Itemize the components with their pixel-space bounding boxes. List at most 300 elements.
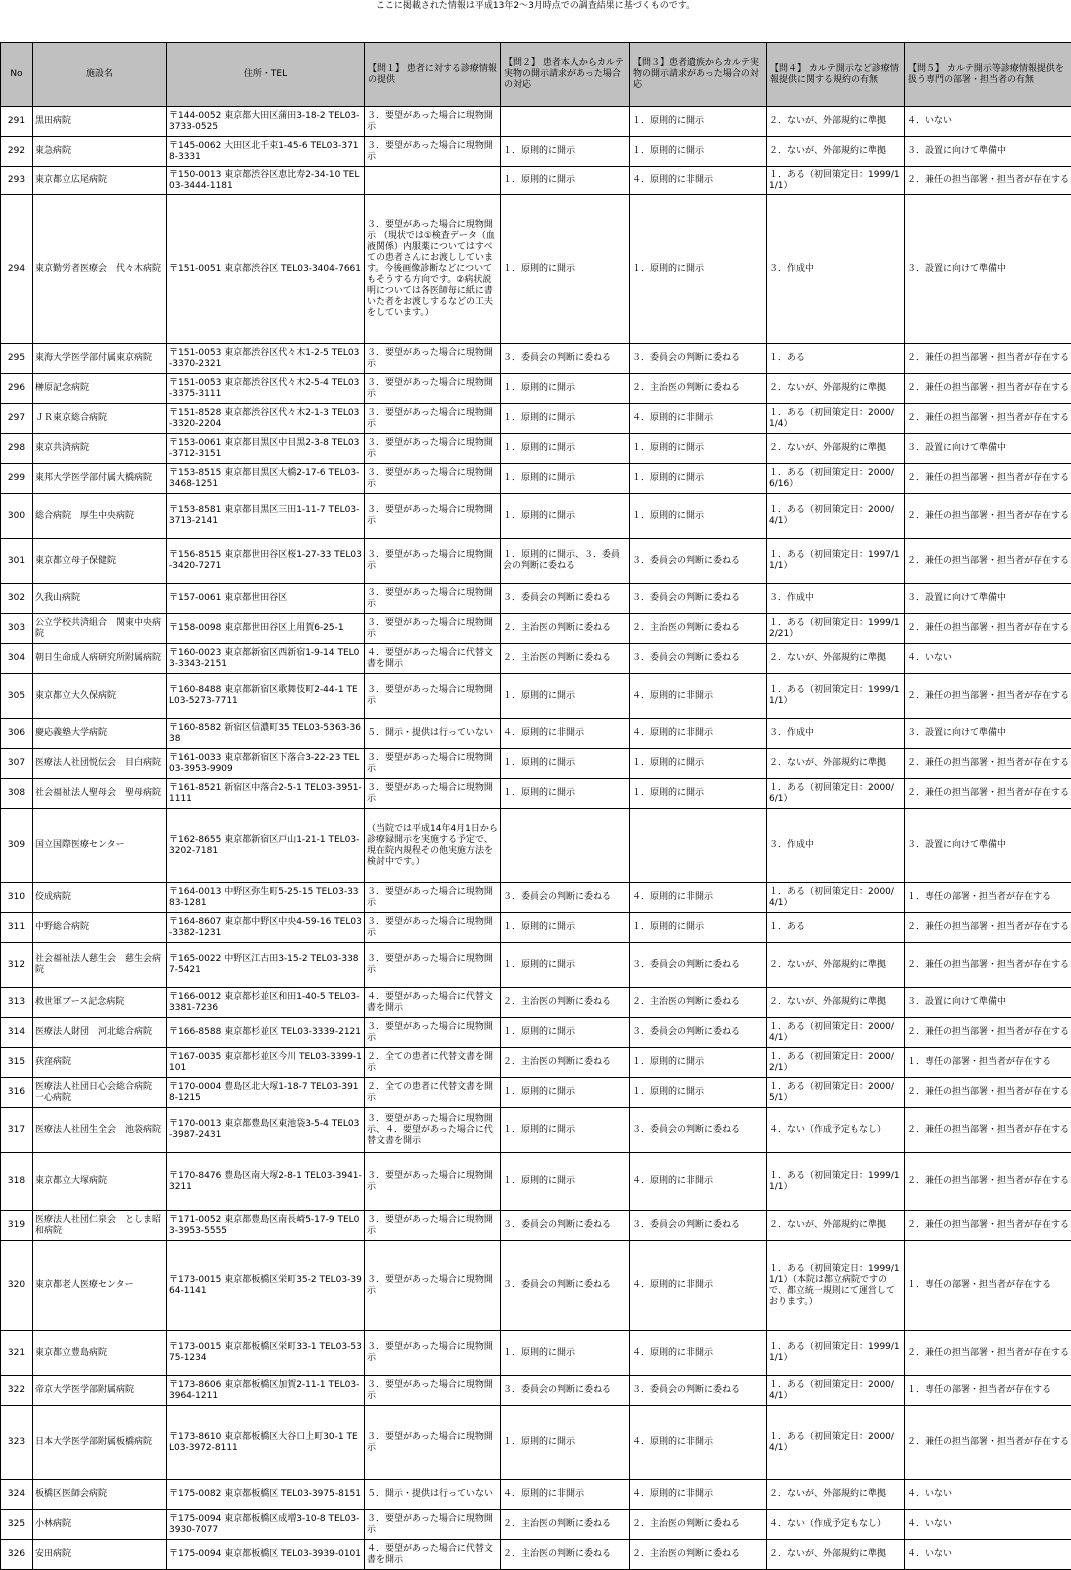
cell-q5: ２．兼任の担当部署・担当者が存在する: [905, 1153, 1071, 1211]
cell-q3: １．原則的に開示: [630, 779, 767, 809]
table-row: [1, 644, 1071, 674]
cell-q4: ２．ないが、外部規約に準拠: [767, 943, 905, 988]
col-header-q4: 【問４】 カルテ開示など診療情報提供に関する規約の有無: [767, 43, 905, 107]
cell-address-tel: 〒167-0035 東京都杉並区今川 TEL03-3399-1101: [167, 1048, 365, 1078]
cell-q1: ３．要望があった場合に現物開示: [365, 107, 501, 137]
table-row: [1, 674, 1071, 719]
cell-q2: １．原則的に開示: [501, 1018, 630, 1048]
cell-q3: １．原則的に開示: [630, 1078, 767, 1108]
cell-q4: ２．ないが、外部規約に準拠: [767, 1540, 905, 1570]
cell-q5: ２．兼任の担当部署・担当者が存在する: [905, 404, 1071, 434]
cell-no: 291: [1, 107, 33, 137]
cell-q3: ４．原則的に非開示: [630, 1480, 767, 1510]
cell-q4: ４．ない（作成予定もなし）: [767, 1510, 905, 1540]
cell-facility-name: 小林病院: [33, 1510, 167, 1540]
cell-address-tel: 〒161-0033 東京都新宿区下落合3-22-23 TEL03-3953-9909: [167, 749, 365, 779]
table-row: [1, 1406, 1071, 1480]
cell-facility-name: 佼成病院: [33, 883, 167, 913]
cell-no: 306: [1, 719, 33, 749]
table-row: [1, 719, 1071, 749]
cell-q1: ３．要望があった場合に現物開示: [365, 779, 501, 809]
cell-facility-name: 慶応義塾大学病院: [33, 719, 167, 749]
cell-q5: ３．設置に向けて準備中: [905, 584, 1071, 614]
cell-q1: ３．要望があった場合に現物開示: [365, 1211, 501, 1241]
cell-facility-name: 東京都立大久保病院: [33, 674, 167, 719]
cell-q1: （当院では平成14年4月1日から診療録開示を実施する予定で、現在院内規程その他実施方法を検討中です。）: [365, 809, 501, 883]
cell-address-tel: 〒161-8521 新宿区中落合2-5-1 TEL03-3951-1111: [167, 779, 365, 809]
cell-q5: ４．いない: [905, 644, 1071, 674]
col-header-q2: 【問２】 患者本人からカルテ実物の開示請求があった場合の対応: [501, 43, 630, 107]
cell-q5: ４．いない: [905, 1510, 1071, 1540]
cell-q4: ３．作成中: [767, 719, 905, 749]
cell-q4: １．ある（初回策定日：2000/6/16）: [767, 464, 905, 494]
cell-q1: ３．要望があった場合に現物開示: [365, 404, 501, 434]
cell-q5: １．専任の部署・担当者が存在する: [905, 1241, 1071, 1331]
cell-address-tel: 〒165-0022 中野区江古田3-15-2 TEL03-3387-5421: [167, 943, 365, 988]
table-row: [1, 1376, 1071, 1406]
cell-no: 304: [1, 644, 33, 674]
cell-no: 310: [1, 883, 33, 913]
cell-q1: ３．要望があった場合に現物開示: [365, 374, 501, 404]
cell-q2: ３．委員会の判断に委ねる: [501, 344, 630, 374]
cell-q5: ３．設置に向けて準備中: [905, 988, 1071, 1018]
header-row: [1, 43, 1071, 107]
cell-q4: ４．ない（作成予定もなし）: [767, 1108, 905, 1153]
cell-q1: ３．要望があった場合に現物開示 （現状では①検査データ（血液関係）内服薬についてはすべての患者さんにお渡ししています。今後画像診断などについてもそうする方向です。②病状説明については各医師毎に紙に書いた者をお渡しするなどの工夫をしています。）: [365, 195, 501, 344]
cell-q3: １．原則的に開示: [630, 913, 767, 943]
cell-q4: ２．ないが、外部規約に準拠: [767, 434, 905, 464]
table-row: [1, 883, 1071, 913]
cell-no: 302: [1, 584, 33, 614]
cell-q3: ３．委員会の判断に委ねる: [630, 1211, 767, 1241]
cell-no: 319: [1, 1211, 33, 1241]
cell-facility-name: 東京都立豊島病院: [33, 1331, 167, 1376]
cell-q3: ２．主治医の判断に委ねる: [630, 614, 767, 644]
table-row: [1, 1480, 1071, 1510]
cell-q4: １．ある（初回策定日：1999/12/21）: [767, 614, 905, 644]
cell-q4: １．ある（初回策定日：2000/4/1）: [767, 1018, 905, 1048]
cell-q2: １．原則的に開示: [501, 779, 630, 809]
cell-q3: ３．委員会の判断に委ねる: [630, 344, 767, 374]
cell-q1: ３．要望があった場合に現物開示: [365, 434, 501, 464]
cell-q4: ２．ないが、外部規約に準拠: [767, 137, 905, 167]
cell-q4: １．ある（初回策定日：1999/11/1）: [767, 1331, 905, 1376]
cell-q1: ３．要望があった場合に現物開示、４．要望があった場合に代替文書を開示: [365, 1108, 501, 1153]
col-header-q3: 【問３】患者遺族からカルテ実物の開示請求があった場合の対応: [630, 43, 767, 107]
cell-q2: ３．委員会の判断に委ねる: [501, 1211, 630, 1241]
cell-address-tel: 〒153-8515 東京都目黒区大橋2-17-6 TEL03-3468-1251: [167, 464, 365, 494]
cell-q2: [501, 107, 630, 137]
cell-q1: ４．要望があった場合に代替文書を開示: [365, 988, 501, 1018]
cell-q4: １．ある（初回策定日：2000/4/1）: [767, 1376, 905, 1406]
cell-q1: ３．要望があった場合に現物開示: [365, 584, 501, 614]
cell-q4: ３．作成中: [767, 809, 905, 883]
cell-no: 320: [1, 1241, 33, 1331]
table-row: [1, 1018, 1071, 1048]
cell-address-tel: 〒151-0051 東京都渋谷区 TEL03-3404-7661: [167, 195, 365, 344]
cell-q2: １．原則的に開示: [501, 1108, 630, 1153]
table-row: [1, 584, 1071, 614]
cell-q3: １．原則的に開示: [630, 1048, 767, 1078]
cell-address-tel: 〒175-0082 東京都板橋区 TEL03-3975-8151: [167, 1480, 365, 1510]
cell-q1: ３．要望があった場合に現物開示: [365, 1241, 501, 1331]
cell-facility-name: 東京都老人医療センター: [33, 1241, 167, 1331]
table-row: [1, 1241, 1071, 1331]
cell-no: 321: [1, 1331, 33, 1376]
table-row: [1, 988, 1071, 1018]
table-row: [1, 809, 1071, 883]
cell-q1: ３．要望があった場合に現物開示: [365, 749, 501, 779]
cell-no: 324: [1, 1480, 33, 1510]
table-row: [1, 464, 1071, 494]
cell-q3: ３．委員会の判断に委ねる: [630, 584, 767, 614]
cell-address-tel: 〒157-0061 東京都世田谷区: [167, 584, 365, 614]
cell-q2: １．原則的に開示: [501, 1078, 630, 1108]
cell-q4: ２．ないが、外部規約に準拠: [767, 644, 905, 674]
cell-q3: ４．原則的に非開示: [630, 167, 767, 195]
table-row: [1, 1078, 1071, 1108]
cell-facility-name: 救世軍ブース記念病院: [33, 988, 167, 1018]
cell-address-tel: 〒175-0094 東京都板橋区 TEL03-3939-0101: [167, 1540, 365, 1570]
cell-q3: ４．原則的に非開示: [630, 883, 767, 913]
cell-q3: ３．委員会の判断に委ねる: [630, 644, 767, 674]
cell-no: 303: [1, 614, 33, 644]
cell-no: 323: [1, 1406, 33, 1480]
cell-q5: ２．兼任の担当部署・担当者が存在する: [905, 464, 1071, 494]
cell-q3: ４．原則的に非開示: [630, 1153, 767, 1211]
cell-facility-name: 総合病院 厚生中央病院: [33, 494, 167, 539]
cell-q2: ２．主治医の判断に委ねる: [501, 1540, 630, 1570]
cell-no: 296: [1, 374, 33, 404]
cell-q5: ２．兼任の担当部署・担当者が存在する: [905, 614, 1071, 644]
cell-facility-name: 東京都立広尾病院: [33, 167, 167, 195]
cell-facility-name: 東京都立大塚病院: [33, 1153, 167, 1211]
cell-q3: １．原則的に開示: [630, 137, 767, 167]
cell-no: 315: [1, 1048, 33, 1078]
cell-q4: ２．ないが、外部規約に準拠: [767, 1211, 905, 1241]
cell-no: 307: [1, 749, 33, 779]
cell-no: 326: [1, 1540, 33, 1570]
cell-q2: １．原則的に開示: [501, 494, 630, 539]
table-row: [1, 779, 1071, 809]
cell-no: 314: [1, 1018, 33, 1048]
cell-q2: ２．主治医の判断に委ねる: [501, 614, 630, 644]
cell-q4: ３．作成中: [767, 195, 905, 344]
cell-q2: ３．委員会の判断に委ねる: [501, 1241, 630, 1331]
cell-q5: ２．兼任の担当部署・担当者が存在する: [905, 749, 1071, 779]
cell-q4: １．ある（初回策定日：1999/11/1）: [767, 1153, 905, 1211]
cell-address-tel: 〒151-8528 東京都渋谷区代々木2-1-3 TEL03-3320-2204: [167, 404, 365, 434]
cell-facility-name: 東京勤労者医療会 代々木病院: [33, 195, 167, 344]
cell-address-tel: 〒151-0053 東京都渋谷区代々木1-2-5 TEL03-3370-2321: [167, 344, 365, 374]
cell-facility-name: 社会福祉法人聖母会 聖母病院: [33, 779, 167, 809]
cell-q3: ４．原則的に非開示: [630, 1241, 767, 1331]
cell-facility-name: 医療法人財団 河北総合病院: [33, 1018, 167, 1048]
cell-q1: ３．要望があった場合に現物開示: [365, 494, 501, 539]
cell-address-tel: 〒160-8582 新宿区信濃町35 TEL03-5363-3638: [167, 719, 365, 749]
cell-q5: ２．兼任の担当部署・担当者が存在する: [905, 779, 1071, 809]
cell-q1: ３．要望があった場合に現物開示: [365, 1510, 501, 1540]
cell-q3: ４．原則的に非開示: [630, 674, 767, 719]
cell-address-tel: 〒173-0015 東京都板橋区栄町35-2 TEL03-3964-1141: [167, 1241, 365, 1331]
table-row: [1, 167, 1071, 195]
cell-q4: ２．ないが、外部規約に準拠: [767, 988, 905, 1018]
cell-q2: ２．主治医の判断に委ねる: [501, 988, 630, 1018]
cell-q1: ３．要望があった場合に現物開示: [365, 1153, 501, 1211]
cell-facility-name: 朝日生命成人病研究所附属病院: [33, 644, 167, 674]
table-row: [1, 195, 1071, 344]
cell-facility-name: 榊原記念病院: [33, 374, 167, 404]
cell-q2: １．原則的に開示: [501, 404, 630, 434]
cell-q4: １．ある（初回策定日：1999/11/1）: [767, 167, 905, 195]
cell-q3: １．原則的に開示: [630, 434, 767, 464]
cell-q3: ４．原則的に非開示: [630, 1406, 767, 1480]
cell-address-tel: 〒173-8610 東京都板橋区大谷口上町30-1 TEL03-3972-8111: [167, 1406, 365, 1480]
cell-facility-name: 東邦大学医学部付属大橋病院: [33, 464, 167, 494]
survey-note: ここに掲載された情報は平成13年2～3月時点での調査結果に基づくものです。: [0, 0, 1071, 14]
cell-no: 318: [1, 1153, 33, 1211]
table-row: [1, 539, 1071, 584]
cell-q3: １．原則的に開示: [630, 107, 767, 137]
table-row: [1, 107, 1071, 137]
cell-facility-name: 東海大学医学部付属東京病院: [33, 344, 167, 374]
cell-q2: ３．委員会の判断に委ねる: [501, 883, 630, 913]
cell-q2: １．原則的に開示: [501, 749, 630, 779]
cell-q4: １．ある（初回策定日：2000/4/1）: [767, 494, 905, 539]
cell-q3: ２．主治医の判断に委ねる: [630, 988, 767, 1018]
cell-q1: ３．要望があった場合に現物開示: [365, 539, 501, 584]
cell-q4: １．ある（初回策定日：1999/11/1）: [767, 674, 905, 719]
table-row: [1, 1108, 1071, 1153]
cell-facility-name: 日本大学医学部附属板橋病院: [33, 1406, 167, 1480]
table-row: [1, 1211, 1071, 1241]
cell-q1: ５．開示・提供は行っていない: [365, 1480, 501, 1510]
cell-q2: ２．主治医の判断に委ねる: [501, 1048, 630, 1078]
cell-facility-name: 久我山病院: [33, 584, 167, 614]
cell-q2: ４．原則的に非開示: [501, 1480, 630, 1510]
cell-q2: １．原則的に開示: [501, 464, 630, 494]
cell-q3: １．原則的に開示: [630, 494, 767, 539]
cell-q4: １．ある（初回策定日：2000/2/1）: [767, 1048, 905, 1078]
cell-facility-name: 黒田病院: [33, 107, 167, 137]
cell-q1: ３．要望があった場合に現物開示: [365, 464, 501, 494]
cell-q4: １．ある（初回策定日：1999/11/1）（本院は都立病院ですので、都立統一規則にて運営しております。）: [767, 1241, 905, 1331]
cell-q4: ２．ないが、外部規約に準拠: [767, 374, 905, 404]
cell-q2: １．原則的に開示: [501, 195, 630, 344]
cell-q5: ２．兼任の担当部署・担当者が存在する: [905, 539, 1071, 584]
cell-address-tel: 〒153-0061 東京都目黒区中目黒2-3-8 TEL03-3712-3151: [167, 434, 365, 464]
table-row: [1, 404, 1071, 434]
cell-no: 298: [1, 434, 33, 464]
cell-q5: １．専任の部署・担当者が存在する: [905, 1376, 1071, 1406]
cell-q5: ３．設置に向けて準備中: [905, 137, 1071, 167]
cell-q3: ３．委員会の判断に委ねる: [630, 1376, 767, 1406]
cell-q1: ３．要望があった場合に現物開示: [365, 1331, 501, 1376]
cell-address-tel: 〒166-0012 東京都杉並区和田1-40-5 TEL03-3381-7236: [167, 988, 365, 1018]
cell-address-tel: 〒162-8655 東京都新宿区戸山1-21-1 TEL03-3202-7181: [167, 809, 365, 883]
cell-q1: ４．要望があった場合に代替文書を開示: [365, 644, 501, 674]
cell-q1: ２．全ての患者に代替文書を開示: [365, 1048, 501, 1078]
cell-q3: ３．委員会の判断に委ねる: [630, 943, 767, 988]
cell-q2: ３．委員会の判断に委ねる: [501, 584, 630, 614]
hospital-survey-table: [0, 42, 1071, 1570]
cell-q5: ２．兼任の担当部署・担当者が存在する: [905, 674, 1071, 719]
cell-q4: ２．ないが、外部規約に準拠: [767, 107, 905, 137]
cell-address-tel: 〒151-0053 東京都渋谷区代々木2-5-4 TEL03-3375-3111: [167, 374, 365, 404]
cell-q2: １．原則的に開示: [501, 434, 630, 464]
cell-q3: １．原則的に開示: [630, 464, 767, 494]
cell-facility-name: 社会福祉法人慈生会 慈生会病院: [33, 943, 167, 988]
col-header-q1: 【問１】 患者に対する診療情報の提供: [365, 43, 501, 107]
cell-facility-name: 帝京大学医学部附属病院: [33, 1376, 167, 1406]
cell-q4: ２．ないが、外部規約に準拠: [767, 749, 905, 779]
cell-q3: ３．委員会の判断に委ねる: [630, 1108, 767, 1153]
cell-q2: ４．原則的に非開示: [501, 719, 630, 749]
cell-no: 311: [1, 913, 33, 943]
cell-q5: １．専任の部署・担当者が存在する: [905, 883, 1071, 913]
cell-q2: １．原則的に開示: [501, 1153, 630, 1211]
cell-q2: [501, 809, 630, 883]
cell-q1: ３．要望があった場合に現物開示: [365, 614, 501, 644]
table-row: [1, 434, 1071, 464]
cell-q5: ３．設置に向けて準備中: [905, 809, 1071, 883]
cell-q1: ３．要望があった場合に現物開示: [365, 913, 501, 943]
cell-q1: ５．開示・提供は行っていない: [365, 719, 501, 749]
cell-q2: ３．委員会の判断に委ねる: [501, 1376, 630, 1406]
cell-address-tel: 〒153-8581 東京都目黒区三田1-11-7 TEL03-3713-2141: [167, 494, 365, 539]
table-row: [1, 913, 1071, 943]
table-row: [1, 1331, 1071, 1376]
cell-q2: １．原則的に開示: [501, 1406, 630, 1480]
cell-no: 292: [1, 137, 33, 167]
cell-address-tel: 〒156-8515 東京都世田谷区桜1-27-33 TEL03-3420-7271: [167, 539, 365, 584]
cell-address-tel: 〒160-0023 東京都新宿区西新宿1-9-14 TEL03-3343-2151: [167, 644, 365, 674]
cell-q4: １．ある（初回策定日：2000/4/1）: [767, 883, 905, 913]
cell-q4: ２．ないが、外部規約に準拠: [767, 1480, 905, 1510]
cell-q1: ３．要望があった場合に現物開示: [365, 674, 501, 719]
cell-q4: １．ある（初回策定日：1997/11/1）: [767, 539, 905, 584]
table-row: [1, 1510, 1071, 1540]
cell-q5: ４．いない: [905, 107, 1071, 137]
cell-q5: ２．兼任の担当部署・担当者が存在する: [905, 167, 1071, 195]
cell-no: 316: [1, 1078, 33, 1108]
cell-q5: ３．設置に向けて準備中: [905, 434, 1071, 464]
table-row: [1, 344, 1071, 374]
cell-q3: １．原則的に開示: [630, 749, 767, 779]
cell-facility-name: 安田病院: [33, 1540, 167, 1570]
cell-q1: ３．要望があった場合に現物開示: [365, 943, 501, 988]
cell-q4: １．ある（初回策定日：2000/6/1）: [767, 779, 905, 809]
cell-q3: ２．主治医の判断に委ねる: [630, 1540, 767, 1570]
cell-q2: １．原則的に開示: [501, 674, 630, 719]
table-row: [1, 1540, 1071, 1570]
cell-address-tel: 〒171-0052 東京都豊島区南長崎5-17-9 TEL03-3953-5555: [167, 1211, 365, 1241]
cell-q5: ２．兼任の担当部署・担当者が存在する: [905, 913, 1071, 943]
cell-q3: ２．主治医の判断に委ねる: [630, 1510, 767, 1540]
table-row: [1, 1153, 1071, 1211]
cell-q5: ２．兼任の担当部署・担当者が存在する: [905, 1018, 1071, 1048]
cell-q5: ３．設置に向けて準備中: [905, 719, 1071, 749]
cell-q1: ３．要望があった場合に現物開示: [365, 1018, 501, 1048]
cell-address-tel: 〒144-0052 東京都大田区蒲田3-18-2 TEL03-3733-0525: [167, 107, 365, 137]
cell-q3: １．原則的に開示: [630, 195, 767, 344]
cell-no: 308: [1, 779, 33, 809]
cell-no: 305: [1, 674, 33, 719]
cell-q4: ３．作成中: [767, 584, 905, 614]
cell-address-tel: 〒150-0013 東京都渋谷区恵比寿2-34-10 TEL03-3444-1181: [167, 167, 365, 195]
cell-q2: １．原則的に開示: [501, 137, 630, 167]
table-row: [1, 614, 1071, 644]
cell-q5: １．専任の部署・担当者が存在する: [905, 1048, 1071, 1078]
cell-address-tel: 〒164-0013 中野区弥生町5-25-15 TEL03-3383-1281: [167, 883, 365, 913]
cell-q5: ２．兼任の担当部署・担当者が存在する: [905, 494, 1071, 539]
cell-q4: １．ある: [767, 913, 905, 943]
cell-no: 322: [1, 1376, 33, 1406]
cell-q3: ３．委員会の判断に委ねる: [630, 1018, 767, 1048]
table-row: [1, 1048, 1071, 1078]
cell-facility-name: 医療法人社団仁泉会 としま昭和病院: [33, 1211, 167, 1241]
cell-q5: ２．兼任の担当部署・担当者が存在する: [905, 1406, 1071, 1480]
cell-q2: １．原則的に開示、３．委員会の判断に委ねる: [501, 539, 630, 584]
cell-address-tel: 〒170-0013 東京都豊島区東池袋3-5-4 TEL03-3987-2431: [167, 1108, 365, 1153]
cell-address-tel: 〒170-8476 豊島区南大塚2-8-1 TEL03-3941-3211: [167, 1153, 365, 1211]
cell-q2: １．原則的に開示: [501, 1331, 630, 1376]
cell-q4: １．ある（初回策定日：2000/1/4）: [767, 404, 905, 434]
cell-q5: ２．兼任の担当部署・担当者が存在する: [905, 344, 1071, 374]
cell-address-tel: 〒145-0062 大田区北千束1-45-6 TEL03-3718-3331: [167, 137, 365, 167]
cell-q4: １．ある: [767, 344, 905, 374]
cell-no: 309: [1, 809, 33, 883]
cell-no: 293: [1, 167, 33, 195]
cell-facility-name: 荻窪病院: [33, 1048, 167, 1078]
cell-q3: ２．主治医の判断に委ねる: [630, 374, 767, 404]
cell-q3: ３．委員会の判断に委ねる: [630, 539, 767, 584]
cell-q5: ２．兼任の担当部署・担当者が存在する: [905, 1211, 1071, 1241]
cell-q2: １．原則的に開示: [501, 167, 630, 195]
table-row: [1, 943, 1071, 988]
cell-q1: ４．要望があった場合に代替文書を開示: [365, 1540, 501, 1570]
cell-q5: ４．いない: [905, 1540, 1071, 1570]
cell-no: 297: [1, 404, 33, 434]
cell-q4: １．ある（初回策定日：2000/4/1）: [767, 1406, 905, 1480]
cell-q1: ２．全ての患者に代替文書を開示: [365, 1078, 501, 1108]
cell-facility-name: 東京都立母子保健院: [33, 539, 167, 584]
cell-facility-name: 中野総合病院: [33, 913, 167, 943]
cell-q3: [630, 809, 767, 883]
cell-no: 313: [1, 988, 33, 1018]
col-header-no: No: [1, 43, 33, 107]
cell-q5: ４．いない: [905, 1480, 1071, 1510]
cell-q2: １．原則的に開示: [501, 913, 630, 943]
cell-facility-name: ＪＲ東京総合病院: [33, 404, 167, 434]
cell-address-tel: 〒175-0094 東京都板橋区成増3-10-8 TEL03-3930-7077: [167, 1510, 365, 1540]
cell-address-tel: 〒158-0098 東京都世田谷区上用賀6-25-1: [167, 614, 365, 644]
cell-q3: ４．原則的に非開示: [630, 719, 767, 749]
cell-no: 294: [1, 195, 33, 344]
cell-q2: ２．主治医の判断に委ねる: [501, 1510, 630, 1540]
cell-facility-name: 医療法人社団生全会 池袋病院: [33, 1108, 167, 1153]
cell-no: 295: [1, 344, 33, 374]
cell-no: 325: [1, 1510, 33, 1540]
cell-q1: ３．要望があった場合に現物開示: [365, 1376, 501, 1406]
table-row: [1, 137, 1071, 167]
cell-facility-name: 医療法人社団悦伝会 目白病院: [33, 749, 167, 779]
cell-no: 301: [1, 539, 33, 584]
cell-q3: ４．原則的に非開示: [630, 1331, 767, 1376]
cell-facility-name: 公立学校共済組合 関東中央病院: [33, 614, 167, 644]
col-header-address: 住所・TEL: [167, 43, 365, 107]
cell-no: 312: [1, 943, 33, 988]
